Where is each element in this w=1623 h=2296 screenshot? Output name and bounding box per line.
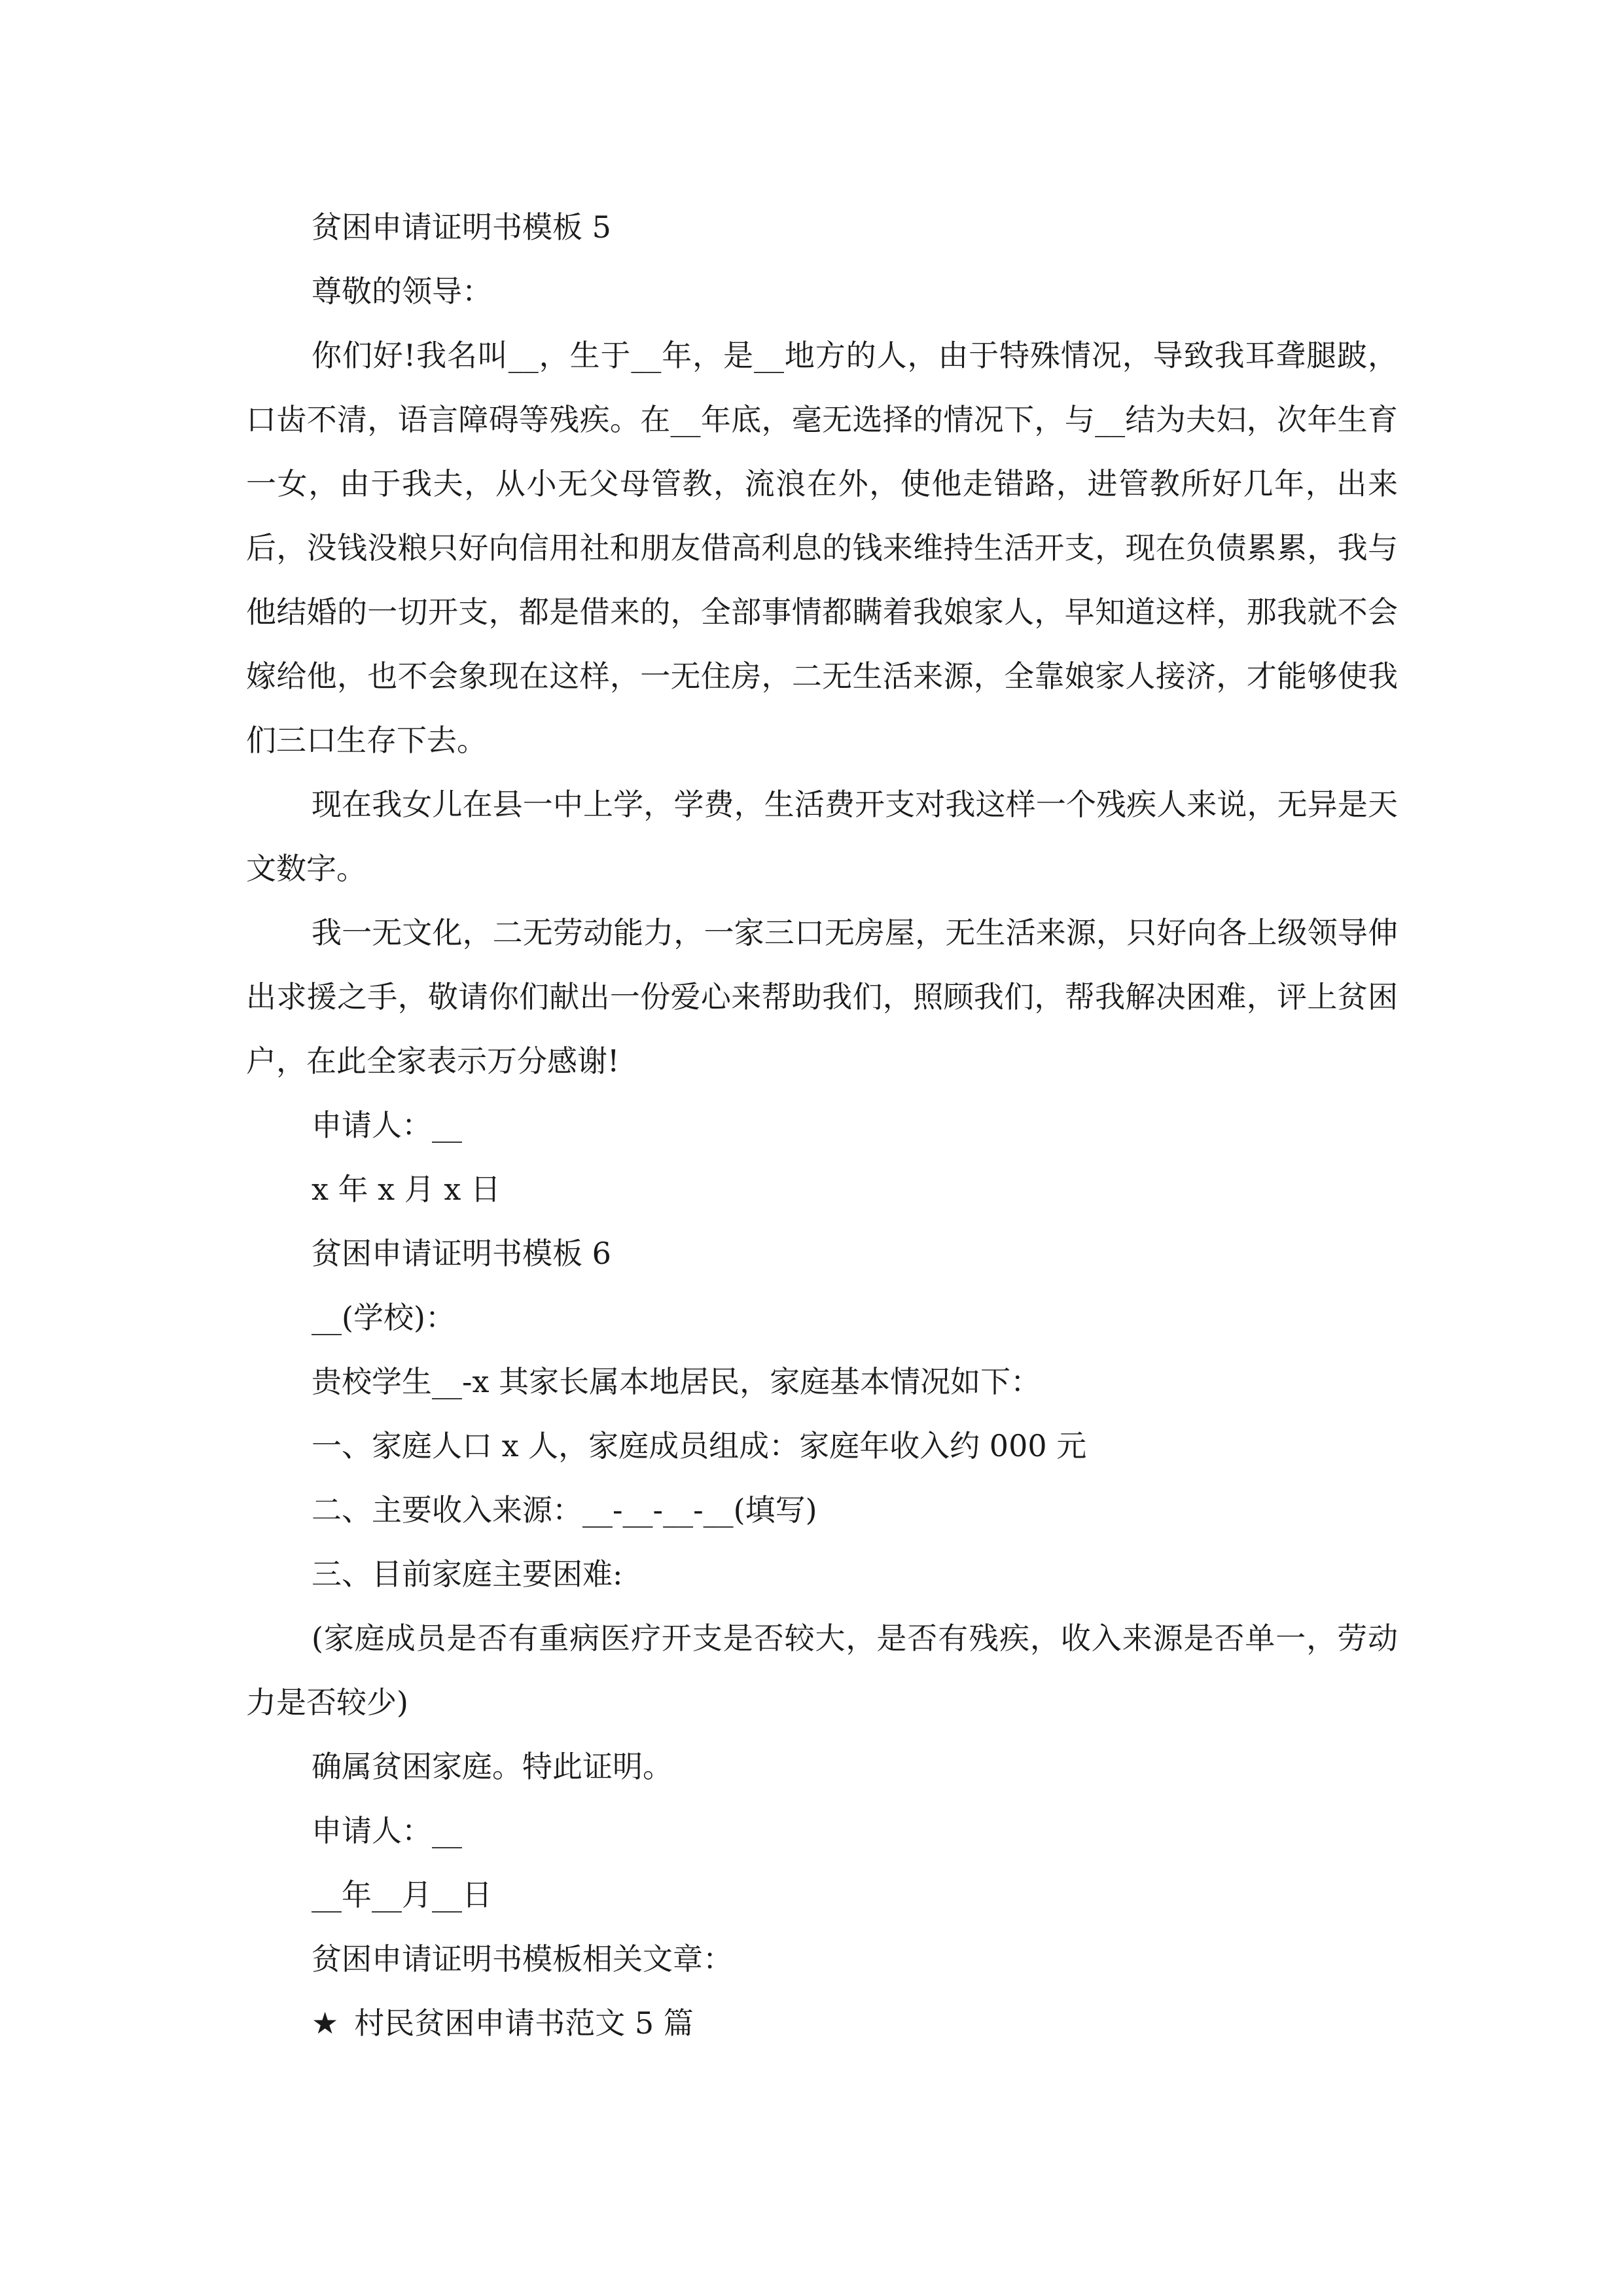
star-icon: ★	[312, 2005, 339, 2041]
paragraph-personal-situation: 你们好!我名叫__，生于__年，是__地方的人，由于特殊情况，导致我耳聋腿跛，口齿不清，语言障碍等残疾。在__年底，毫无选择的情况下，与__结为夫妇，次年生育一女，由于我夫，从小无父母管教，流浪在外，使他走错路，进管教所好几年，出来后，没钱没粮只好向信用社和朋友借高利息的钱来维持生活开支，现在负债累累，我与他结婚的一切开支，都是借来的，全部事情都瞒着我娘家人，早知道这样，那我就不会嫁给他，也不会象现在这样，一无住房，二无生活来源，全靠娘家人接济，才能够使我们三口生存下去。	[246, 338, 1398, 758]
applicant-line-5: 申请人：__	[312, 1107, 462, 1143]
salutation: 尊敬的领导：	[312, 274, 492, 309]
confirmation-line: 确属贫困家庭。特此证明。	[312, 1749, 673, 1784]
school-addressee: __(学校)：	[312, 1300, 455, 1335]
related-articles-heading: 贫困申请证明书模板相关文章：	[312, 1941, 733, 1977]
paragraph-daughter-school: 现在我女儿在县一中上学，学费，生活费开支对我这样一个残疾人来说，无异是天文数字。	[246, 787, 1398, 886]
section-title-template-6: 贫困申请证明书模板 6	[312, 1236, 611, 1271]
applicant-line-6: 申请人：__	[312, 1813, 462, 1848]
related-article-link[interactable]: 村民贫困申请书范文 5 篇	[354, 2005, 694, 2041]
list-item-income: 二、主要收入来源：__-__-__-__(填写)	[312, 1492, 817, 1528]
document-body	[246, 195, 1398, 2055]
paragraph-request-help: 我一无文化，二无劳动能力，一家三口无房屋，无生活来源，只好向各上级领导伸出求援之手，敬请你们献出一份爱心来帮助我们，照顾我们，帮我解决困难，评上贫困户，在此全家表示万分感谢!	[246, 915, 1398, 1079]
list-item-difficulties: 三、目前家庭主要困难:	[312, 1556, 623, 1592]
date-line-6: __年__月__日	[312, 1877, 492, 1912]
student-intro: 贵校学生__-x 其家长属本地居民，家庭基本情况如下：	[312, 1364, 1041, 1399]
section-title-template-5: 贫困申请证明书模板 5	[312, 209, 611, 245]
date-line-5: x 年 x 月 x 日	[312, 1172, 501, 1207]
list-item-household: 一、家庭人口 x 人，家庭成员组成：家庭年收入约 000 元	[312, 1428, 1087, 1463]
difficulties-detail: (家庭成员是否有重病医疗开支是否较大，是否有残疾，收入来源是否单一，劳动力是否较少)	[246, 1621, 1398, 1720]
related-article-item[interactable]	[246, 1991, 1398, 2055]
